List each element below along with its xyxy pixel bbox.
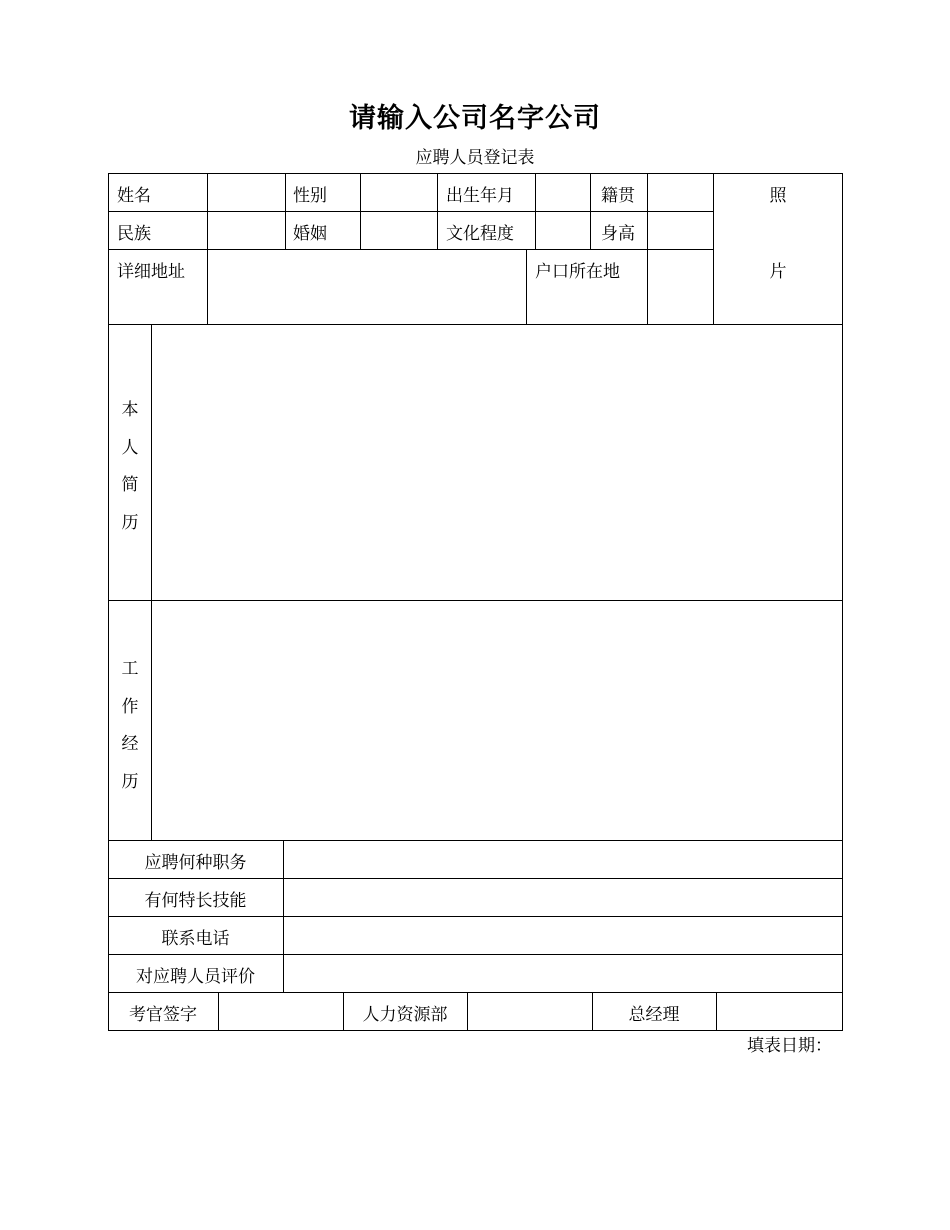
resume-label bbox=[108, 392, 152, 542]
evaluation-field[interactable] bbox=[284, 955, 842, 992]
work-char: 作 bbox=[121, 696, 139, 717]
resume-field[interactable] bbox=[152, 325, 842, 600]
gender-label: 性别 bbox=[293, 186, 327, 206]
form-title: 应聘人员登记表 bbox=[415, 148, 535, 168]
work-experience-field[interactable] bbox=[152, 601, 842, 840]
education-field[interactable] bbox=[536, 212, 590, 249]
phone-label: 联系电话 bbox=[161, 929, 230, 949]
resume-char: 人 bbox=[121, 437, 139, 458]
photo-box[interactable] bbox=[714, 174, 842, 324]
work-experience-label bbox=[108, 651, 152, 801]
hukou-label: 户口所在地 bbox=[535, 262, 620, 282]
hr-field[interactable] bbox=[468, 993, 592, 1030]
native-place-label: 籍贯 bbox=[601, 186, 635, 206]
evaluation-label: 对应聘人员评价 bbox=[136, 967, 255, 987]
ethnicity-field[interactable] bbox=[208, 212, 285, 249]
resume-char: 简 bbox=[121, 475, 139, 495]
hr-label: 人力资源部 bbox=[362, 1005, 448, 1025]
skills-label: 有何特长技能 bbox=[144, 891, 247, 911]
address-label: 详细地址 bbox=[117, 262, 185, 282]
birth-field[interactable] bbox=[536, 174, 590, 211]
marital-label: 婚姻 bbox=[293, 224, 327, 244]
phone-field[interactable] bbox=[284, 917, 842, 954]
height-label: 身高 bbox=[601, 224, 635, 244]
general-manager-field[interactable] bbox=[717, 993, 842, 1030]
ethnicity-label: 民族 bbox=[117, 224, 151, 244]
name-field[interactable] bbox=[208, 174, 285, 211]
height-field[interactable] bbox=[648, 212, 713, 249]
birth-label: 出生年月 bbox=[446, 186, 514, 206]
position-applied-field[interactable] bbox=[284, 841, 842, 878]
work-char: 经 bbox=[121, 734, 139, 754]
native-place-field[interactable] bbox=[648, 174, 713, 211]
gender-field[interactable] bbox=[361, 174, 437, 211]
fill-date-label: 填表日期： bbox=[747, 1036, 832, 1056]
marital-field[interactable] bbox=[361, 212, 437, 249]
photo-label-1: 照 bbox=[769, 186, 787, 206]
hukou-field[interactable] bbox=[648, 250, 713, 324]
address-field[interactable] bbox=[208, 250, 526, 324]
work-char: 历 bbox=[121, 771, 139, 792]
position-applied-label: 应聘何种职务 bbox=[144, 853, 247, 873]
examiner-signature-field[interactable] bbox=[219, 993, 343, 1030]
general-manager-label: 总经理 bbox=[628, 1005, 680, 1025]
name-label: 姓名 bbox=[117, 186, 151, 206]
photo-label-2: 片 bbox=[769, 262, 787, 282]
work-char: 工 bbox=[121, 659, 139, 679]
company-title: 请输入公司名字公司 bbox=[349, 103, 601, 134]
resume-char: 历 bbox=[121, 512, 139, 533]
skills-field[interactable] bbox=[284, 879, 842, 916]
resume-char: 本 bbox=[121, 400, 139, 420]
education-label: 文化程度 bbox=[446, 224, 514, 244]
examiner-signature-label: 考官签字 bbox=[129, 1005, 197, 1025]
